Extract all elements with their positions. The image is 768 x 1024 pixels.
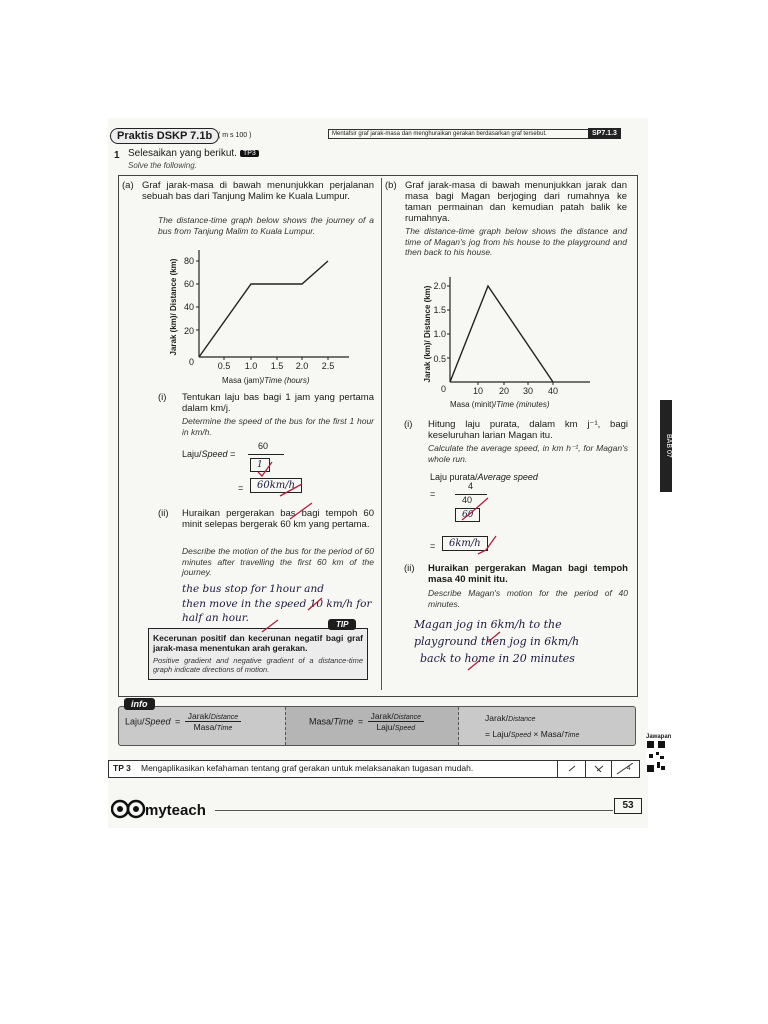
formula-time-lhs bbox=[309, 717, 353, 727]
formula-speed-lhs bbox=[125, 717, 171, 727]
part-b-q1-text-en: Calculate the average speed, in km h⁻¹, for Magan's whole run. bbox=[428, 443, 628, 464]
part-a-text-en: The distance-time graph below shows the journey of a bus from Tanjung Malim to Kuala Lumpur. bbox=[158, 215, 374, 236]
avg-speed-label-ms: Laju purata/ bbox=[430, 472, 478, 482]
footer-rule bbox=[215, 810, 613, 811]
tp-text: Mengaplikasikan kefahaman tentang graf gerakan untuk melaksanakan tugasan mudah. bbox=[141, 763, 474, 773]
b-answer-box-1[interactable]: 60 bbox=[455, 508, 480, 522]
practice-tag: Praktis DSKP 7.1b bbox=[110, 128, 219, 144]
tip-text-ms: Kecerunan positif dan kecerunan negatif bagi graf jarak-masa menentukan arah gerakan. bbox=[153, 633, 363, 653]
formula-time-eq: = bbox=[357, 716, 364, 727]
graph-b-ylabel: Jarak (km)/ Distance (km) bbox=[423, 285, 432, 383]
graph-a-xtick: 0.5 bbox=[217, 361, 231, 371]
graph-a bbox=[164, 245, 354, 390]
graph-b-xtick: 40 bbox=[547, 386, 559, 396]
formula-time-num-en: Distance bbox=[393, 714, 421, 721]
part-b-q2-text-en: Describe Magan's motion for the period of 40 minutes. bbox=[428, 588, 628, 609]
part-b-q1-label: (i) bbox=[404, 419, 413, 430]
brand-name: myteach bbox=[145, 802, 206, 819]
formula-speed-eq: = bbox=[175, 716, 181, 727]
part-b-q2-label: (ii) bbox=[404, 563, 415, 574]
formula-distance-rhs-1: = Laju/ bbox=[485, 729, 511, 739]
tp-tick-icon bbox=[569, 766, 575, 771]
instruction-ms bbox=[128, 148, 259, 159]
graph-b-ytick: 2.0 bbox=[433, 281, 446, 291]
standard-code: SP7.1.3 bbox=[588, 128, 621, 139]
formula-distance-rhs-2-en: Time bbox=[563, 732, 580, 739]
page-number: 53 bbox=[614, 798, 642, 814]
formula-distance-rhs-2: Masa/ bbox=[540, 729, 564, 739]
a-fraction-line bbox=[248, 454, 284, 455]
formula-time-fraction bbox=[368, 711, 424, 732]
instruction-ms-text: Selesaikan yang berikut. bbox=[128, 148, 237, 159]
part-a-q1-label: (i) bbox=[158, 392, 167, 403]
graph-b-origin: 0 bbox=[440, 384, 446, 394]
b-speed-answer[interactable]: 6km/h bbox=[442, 536, 488, 551]
formula-speed-denominator bbox=[185, 722, 241, 732]
formula-speed-num-en: Distance bbox=[210, 714, 239, 721]
graph-b-ytick: 1.0 bbox=[433, 329, 446, 339]
tp-marks bbox=[561, 763, 637, 775]
graph-a-origin: 0 bbox=[188, 357, 194, 367]
tp-badge: TP3 bbox=[240, 150, 259, 157]
formula-time-lhs-ms: Masa/ bbox=[309, 716, 334, 727]
tp-row bbox=[108, 760, 640, 778]
formula-time-num-ms: Jarak/ bbox=[370, 711, 394, 721]
formula-speed-den-en: Time bbox=[216, 725, 233, 732]
graph-b-xtick: 10 bbox=[472, 386, 484, 396]
a-answer-line1[interactable]: the bus stop for 1hour and bbox=[182, 583, 324, 595]
part-b-text-ms: Graf jarak-masa di bawah menunjukkan jarak dan masa bagi Magan berjoging dari rumahnya ke taman permainan dan kemudian patah balik ke rumahnya. bbox=[405, 180, 627, 224]
time-indicator: ( m s 100 ) bbox=[218, 132, 252, 139]
speed-label-en: Speed bbox=[201, 449, 228, 459]
graph-a-ylabel: Jarak (km)/ Distance (km) bbox=[169, 258, 178, 356]
formula-time bbox=[309, 711, 459, 741]
a-equals: = bbox=[238, 483, 244, 493]
instruction-en: Solve the following. bbox=[128, 161, 197, 170]
formula-time-lhs-en: Time bbox=[333, 716, 354, 727]
avg-speed-label bbox=[430, 472, 538, 482]
graph-b-xlabel bbox=[450, 400, 550, 409]
tp-cross-icon bbox=[595, 766, 603, 772]
avg-speed-label-en: Average speed bbox=[477, 472, 538, 482]
graph-a-xtick: 1.5 bbox=[270, 361, 284, 371]
b-numerator: 4 bbox=[468, 481, 474, 491]
speed-label-ms: Laju/ bbox=[182, 449, 202, 459]
formula-distance-lhs-ms: Jarak/ bbox=[485, 713, 509, 723]
graph-a-ytick: 60 bbox=[183, 279, 194, 289]
a-speed-answer[interactable]: 60km/h bbox=[250, 478, 302, 493]
speed-label bbox=[182, 449, 235, 459]
formula-distance bbox=[485, 711, 635, 741]
formula-distance-rhs-1-en: Speed bbox=[510, 732, 532, 739]
graph-b-xlabel-ms: Masa (minit)/ bbox=[450, 400, 497, 409]
graph-a-xlabel-en: Time (hours) bbox=[264, 376, 310, 385]
formula-speed-numerator bbox=[185, 711, 241, 722]
info-bar bbox=[118, 706, 636, 746]
formula-distance-lhs bbox=[485, 711, 635, 727]
b-answer-line1[interactable]: Magan jog in 6km/h to the bbox=[414, 618, 562, 631]
formula-time-numerator bbox=[368, 711, 424, 722]
b-answer-line2[interactable]: playground then jog in 6km/h bbox=[414, 635, 580, 648]
formula-distance-lhs-en: Distance bbox=[508, 716, 536, 723]
graph-a-xtick: 2.5 bbox=[321, 361, 335, 371]
graph-b-ytick: 1.5 bbox=[433, 305, 446, 315]
graph-b-line bbox=[450, 286, 553, 382]
formula-speed-fraction bbox=[185, 711, 241, 732]
b-equals: = bbox=[430, 541, 436, 551]
myteach-logo bbox=[111, 797, 221, 828]
qr-code[interactable] bbox=[646, 734, 672, 778]
learning-objective: Mentafsir graf jarak-masa dan menghuraikan gerakan berdasarkan graf tersebut. bbox=[328, 129, 591, 139]
a-answer-line3[interactable]: half an hour. bbox=[182, 612, 250, 624]
part-b-text-en: The distance-time graph below shows the distance and time of Magan's jog from his house to the playground and then back to his house. bbox=[405, 226, 627, 257]
graph-b bbox=[420, 272, 595, 412]
formula-speed bbox=[125, 711, 285, 741]
tp-slash-icon bbox=[617, 763, 633, 774]
question-number: 1 bbox=[114, 150, 120, 161]
qr-label: Jawapan bbox=[646, 734, 672, 740]
graph-a-xtick: 1.0 bbox=[244, 361, 258, 371]
formula-distance-rhs bbox=[485, 727, 635, 743]
part-a-q2-text-en: Describe the motion of the bus for the period of 60 minutes after travelling the first 60 km of the journey. bbox=[182, 546, 374, 577]
part-a-q1-text-ms: Tentukan laju bas bagi 1 jam yang pertama dalam km/j. bbox=[182, 392, 374, 414]
graph-a-xlabel bbox=[222, 376, 310, 385]
graph-b-xlabel-en: Time (minutes) bbox=[496, 400, 550, 409]
part-a-text-ms: Graf jarak-masa di bawah menunjukkan perjalanan sebuah bas dari Tanjung Malim ke Kuala Lumpur. bbox=[142, 180, 374, 202]
part-a-q2-text-ms: Huraikan pergerakan bas bagi tempoh 60 minit selepas bergerak 60 km yang pertama. bbox=[182, 508, 374, 530]
tip-text-en: Positive gradient and negative gradient of a distance-time graph indicate directions of motion. bbox=[153, 656, 363, 674]
part-a-q1-text-en: Determine the speed of the bus for the first 1 hour in km/h. bbox=[182, 416, 374, 437]
part-a-q2-label: (ii) bbox=[158, 508, 169, 519]
b-eq: = bbox=[430, 489, 436, 499]
graph-a-ytick: 20 bbox=[183, 326, 194, 336]
tip-tag: TIP bbox=[328, 619, 356, 630]
formula-time-denominator bbox=[368, 722, 424, 732]
formula-speed-den-ms: Masa/ bbox=[193, 722, 217, 732]
formula-speed-lhs-en: Speed bbox=[144, 716, 171, 727]
graph-a-xlabel-ms: Masa (jam)/ bbox=[222, 376, 265, 385]
b-denominator: 40 bbox=[462, 495, 473, 505]
a-numerator: 60 bbox=[258, 441, 269, 451]
graph-b-xtick: 30 bbox=[522, 386, 534, 396]
a-answer-line2[interactable]: then move in the speed 10 km/h for bbox=[182, 598, 372, 610]
graph-a-line bbox=[199, 261, 328, 357]
formula-time-den-ms: Laju/ bbox=[376, 722, 395, 732]
formula-time-den-en: Speed bbox=[394, 725, 416, 732]
tp-score: 4 bbox=[627, 766, 631, 772]
formula-speed-num-ms: Jarak/ bbox=[187, 711, 211, 721]
part-b-q2-text-ms: Huraikan pergerakan Magan bagi tempoh masa 40 minit itu. bbox=[428, 563, 628, 585]
b-answer-line3[interactable]: back to home in 20 minutes bbox=[420, 652, 575, 665]
graph-a-ytick: 80 bbox=[183, 256, 194, 266]
graph-a-xtick: 2.0 bbox=[295, 361, 309, 371]
chapter-side-tab: BAB 07 bbox=[660, 400, 672, 492]
part-b-label: (b) bbox=[385, 180, 397, 191]
graph-b-xtick: 20 bbox=[498, 386, 510, 396]
tp-label: TP 3 bbox=[113, 763, 131, 773]
qr-icon bbox=[646, 740, 666, 774]
info-tag: info bbox=[124, 698, 155, 710]
graph-a-ytick: 40 bbox=[183, 302, 194, 312]
column-divider bbox=[381, 178, 382, 690]
formula-distance-times: × bbox=[533, 729, 539, 739]
formula-speed-lhs-ms: Laju/ bbox=[125, 716, 145, 727]
part-b-q1-text-ms: Hitung laju purata, dalam km j⁻¹, bagi keseluruhan larian Magan itu. bbox=[428, 419, 628, 441]
speed-eq: = bbox=[230, 449, 236, 459]
part-a-label: (a) bbox=[122, 180, 134, 191]
owl-logo-icon bbox=[111, 797, 221, 823]
a-denominator-box: 1 bbox=[250, 458, 270, 472]
graph-b-ytick: 0.5 bbox=[433, 354, 446, 364]
